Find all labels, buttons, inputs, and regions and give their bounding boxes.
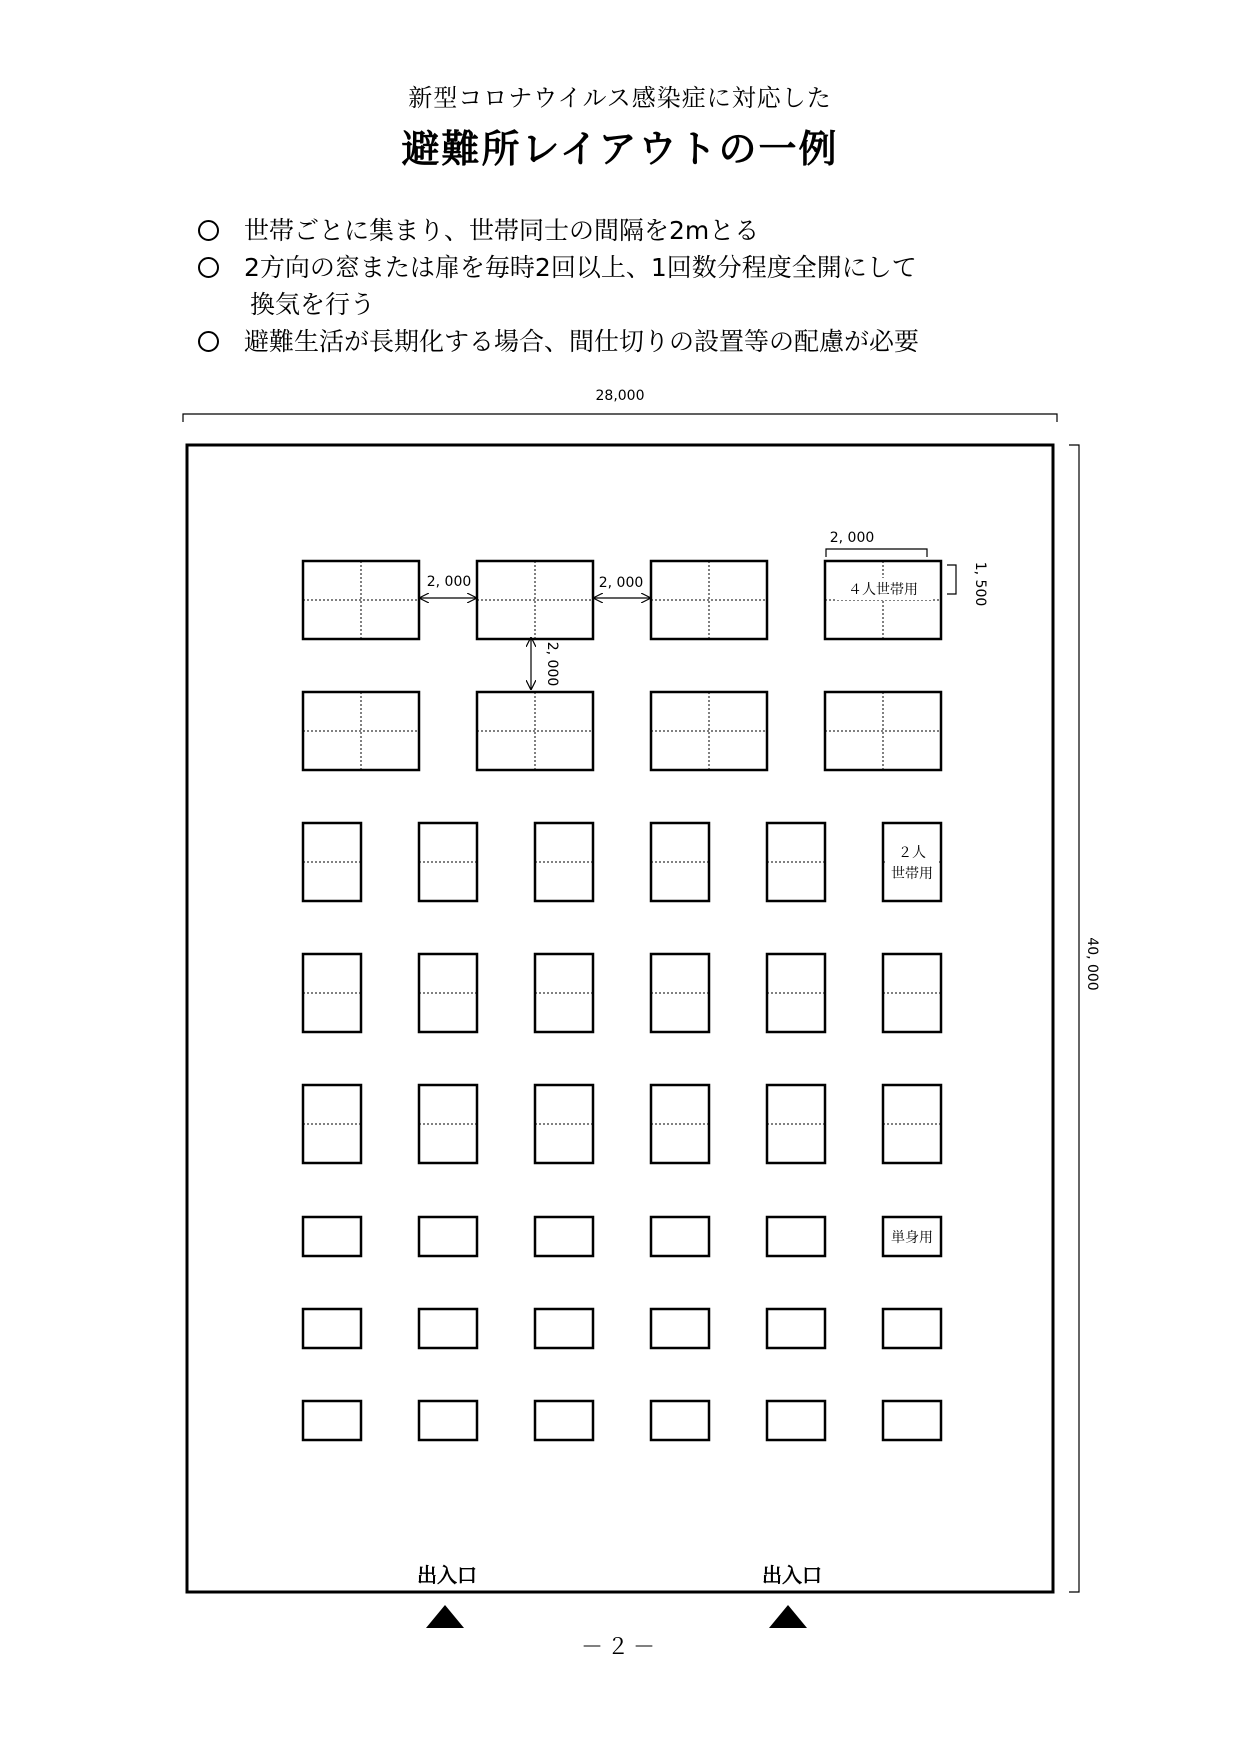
single-space bbox=[419, 1401, 477, 1440]
two-person-space bbox=[651, 954, 709, 1032]
spacing-vertical bbox=[531, 638, 560, 689]
guideline-text: 2方向の窓または扉を毎時2回以上、1回数分程度全開にして bbox=[244, 253, 917, 282]
four-person-space bbox=[477, 561, 593, 639]
single-space bbox=[535, 1217, 593, 1256]
space-outline bbox=[535, 1401, 593, 1440]
two-person-space bbox=[303, 1085, 361, 1163]
space-outline bbox=[767, 1217, 825, 1256]
single-space bbox=[767, 1309, 825, 1348]
single-space bbox=[767, 1217, 825, 1256]
box-height-dimension bbox=[947, 562, 988, 607]
four-person-space bbox=[303, 692, 419, 770]
space-outline bbox=[651, 1309, 709, 1348]
two-person-space bbox=[651, 823, 709, 901]
space-outline bbox=[767, 1401, 825, 1440]
two-person-label-line1: ２人 bbox=[898, 845, 926, 861]
four-person-space bbox=[651, 692, 767, 770]
four-person-space bbox=[477, 692, 593, 770]
space-outline bbox=[883, 1309, 941, 1348]
single-space bbox=[419, 1217, 477, 1256]
space-outline bbox=[419, 1309, 477, 1348]
spacing-horizontal-2 bbox=[594, 575, 650, 598]
box-width-label: 2, 000 bbox=[829, 530, 875, 546]
single-space bbox=[883, 1401, 941, 1440]
two-person-space bbox=[767, 1085, 825, 1163]
space-outline bbox=[419, 1401, 477, 1440]
guideline-text: 避難生活が長期化する場合、間仕切りの設置等の配慮が必要 bbox=[244, 327, 920, 356]
two-person-space bbox=[535, 1085, 593, 1163]
entrance-arrow-icon bbox=[769, 1605, 807, 1628]
space-outline bbox=[303, 1401, 361, 1440]
two-person-space bbox=[535, 823, 593, 901]
two-person-space bbox=[419, 954, 477, 1032]
two-person-space bbox=[303, 823, 361, 901]
two-person-space bbox=[651, 1085, 709, 1163]
document-title: 避難所レイアウトの一例 bbox=[401, 127, 839, 171]
single-space bbox=[651, 1401, 709, 1440]
spacing-horizontal-1 bbox=[420, 574, 476, 598]
two-person-space bbox=[883, 1085, 941, 1163]
single-space bbox=[651, 1309, 709, 1348]
single-space bbox=[651, 1217, 709, 1256]
single-space bbox=[303, 1401, 361, 1440]
space-outline bbox=[535, 1217, 593, 1256]
two-person-space bbox=[767, 823, 825, 901]
two-person-space bbox=[303, 954, 361, 1032]
space-outline bbox=[651, 1401, 709, 1440]
four-person-space bbox=[651, 561, 767, 639]
total-width-label: 28,000 bbox=[595, 388, 645, 404]
total-width-dimension bbox=[183, 388, 1057, 422]
two-person-space bbox=[419, 823, 477, 901]
spacing-vertical-label: 2, 000 bbox=[544, 641, 560, 687]
entrance-left-label: 出入口 bbox=[417, 1563, 477, 1587]
single-space bbox=[767, 1401, 825, 1440]
entrance-arrow-icon bbox=[426, 1605, 464, 1628]
guideline-text-continuation: 換気を行う bbox=[250, 290, 376, 319]
single-space bbox=[419, 1309, 477, 1348]
household-spaces bbox=[303, 561, 941, 1440]
two-person-space bbox=[883, 954, 941, 1032]
single-space bbox=[535, 1309, 593, 1348]
two-person-space bbox=[535, 954, 593, 1032]
page-number: －２－ bbox=[580, 1635, 659, 1660]
two-person-space bbox=[419, 1085, 477, 1163]
single-space bbox=[883, 1309, 941, 1348]
space-outline bbox=[883, 1401, 941, 1440]
box-width-dimension bbox=[826, 530, 927, 557]
single-space bbox=[303, 1309, 361, 1348]
single-space bbox=[535, 1401, 593, 1440]
space-outline bbox=[651, 1217, 709, 1256]
total-height-dimension bbox=[1069, 445, 1100, 1592]
four-person-space bbox=[303, 561, 419, 639]
entrance-right bbox=[762, 1563, 822, 1628]
two-person-space bbox=[767, 954, 825, 1032]
two-person-label-line2: 世帯用 bbox=[891, 866, 933, 882]
entrance-right-label: 出入口 bbox=[762, 1563, 822, 1587]
spacing-horizontal-1-label: 2, 000 bbox=[426, 574, 472, 590]
entrance-left bbox=[417, 1563, 477, 1628]
four-person-space bbox=[825, 692, 941, 770]
four-person-label: ４人世帯用 bbox=[848, 582, 918, 598]
single-space bbox=[303, 1217, 361, 1256]
space-outline bbox=[419, 1217, 477, 1256]
document-subtitle: 新型コロナウイルス感染症に対応した bbox=[408, 84, 832, 112]
total-height-label: 40, 000 bbox=[1084, 937, 1100, 991]
box-height-label: 1, 500 bbox=[972, 561, 988, 607]
space-outline bbox=[767, 1309, 825, 1348]
spacing-horizontal-2-label: 2, 000 bbox=[598, 575, 644, 591]
space-outline bbox=[303, 1217, 361, 1256]
guideline-text: 世帯ごとに集まり、世帯同士の間隔を2mとる bbox=[244, 216, 760, 245]
space-outline bbox=[303, 1309, 361, 1348]
space-outline bbox=[535, 1309, 593, 1348]
single-label: 単身用 bbox=[891, 1230, 933, 1246]
